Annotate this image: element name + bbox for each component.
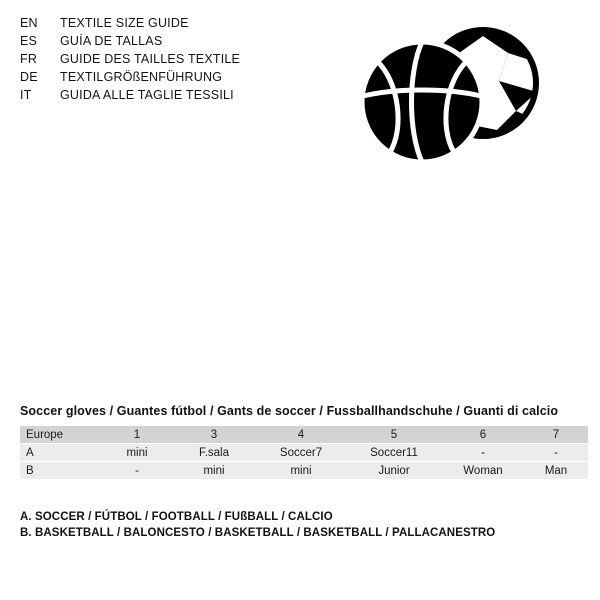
legend-language-label: TEXTILGRÖßENFÜHRUNG bbox=[60, 70, 223, 84]
table-cell: - bbox=[442, 444, 524, 462]
table-row bbox=[20, 462, 588, 480]
legend-row bbox=[20, 34, 320, 52]
table-row bbox=[20, 444, 588, 462]
footnote-b: B. BASKETBALL / BALONCESTO / BASKETBALL / BASKETBALL / PALLACANESTRO bbox=[20, 527, 496, 539]
table-cell: F.sala bbox=[172, 444, 256, 462]
table-header-cell: Europe bbox=[20, 426, 102, 444]
table-header-cell: 6 bbox=[442, 426, 524, 444]
balls-illustration bbox=[356, 26, 556, 171]
table-header-row bbox=[20, 426, 588, 444]
footnote-a: A. SOCCER / FÚTBOL / FOOTBALL / FUßBALL / CALCIO bbox=[20, 511, 333, 523]
table-header-cell: 3 bbox=[172, 426, 256, 444]
basketball-icon bbox=[362, 42, 482, 162]
table-cell: A bbox=[20, 444, 102, 462]
table-cell: Junior bbox=[346, 462, 442, 480]
table-header-cell: 7 bbox=[524, 426, 588, 444]
legend-language-label: GUIDE DES TAILLES TEXTILE bbox=[60, 52, 241, 66]
table-cell: - bbox=[524, 444, 588, 462]
table-cell: Soccer11 bbox=[346, 444, 442, 462]
table-header-cell: 5 bbox=[346, 426, 442, 444]
table-cell: mini bbox=[172, 462, 256, 480]
table-footnotes bbox=[20, 509, 580, 541]
table-header-cell: 1 bbox=[102, 426, 172, 444]
table-cell: Soccer7 bbox=[256, 444, 346, 462]
table-cell: mini bbox=[256, 462, 346, 480]
legend-row bbox=[20, 88, 320, 106]
legend-language-code: IT bbox=[20, 88, 32, 102]
legend-language-code: ES bbox=[20, 34, 38, 48]
balls-illustration-svg bbox=[356, 26, 556, 171]
legend-language-code: DE bbox=[20, 70, 38, 84]
legend-language-code: EN bbox=[20, 16, 38, 30]
legend-row bbox=[20, 70, 320, 88]
table-cell: Man bbox=[524, 462, 588, 480]
legend-language-label: GUÍA DE TALLAS bbox=[60, 34, 163, 48]
language-legend bbox=[20, 16, 320, 106]
table-cell: Woman bbox=[442, 462, 524, 480]
legend-language-code: FR bbox=[20, 52, 38, 66]
size-table bbox=[20, 426, 588, 480]
table-header-cell: 4 bbox=[256, 426, 346, 444]
legend-row bbox=[20, 52, 320, 70]
table-title: Soccer gloves / Guantes fútbol / Gants de soccer / Fussballhandschuhe / Guanti di calcio bbox=[20, 404, 559, 418]
table-cell: mini bbox=[102, 444, 172, 462]
size-table-section bbox=[20, 404, 582, 480]
table-cell: - bbox=[102, 462, 172, 480]
legend-language-label: TEXTILE SIZE GUIDE bbox=[60, 16, 189, 30]
legend-language-label: GUIDA ALLE TAGLIE TESSILI bbox=[60, 88, 234, 102]
table-cell: B bbox=[20, 462, 102, 480]
legend-row bbox=[20, 16, 320, 34]
